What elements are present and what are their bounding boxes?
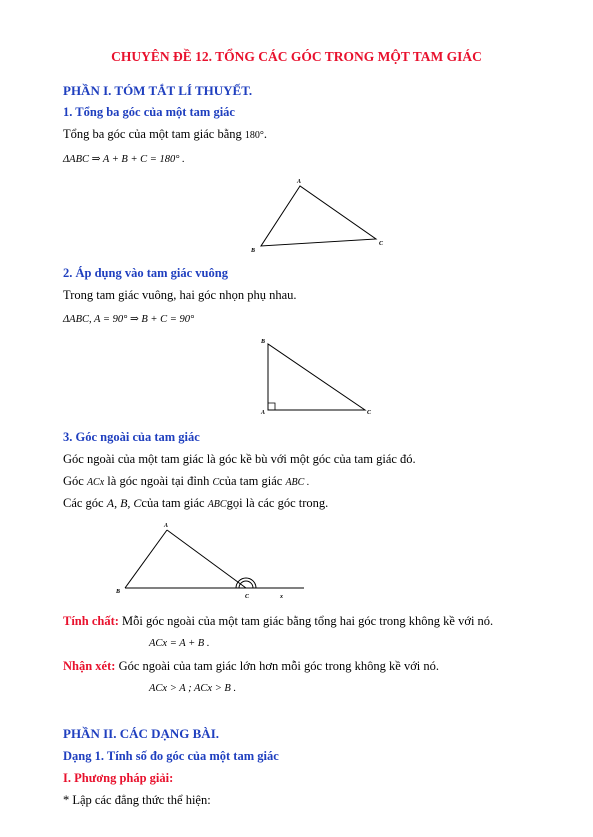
vertex-b-label-2: B [261,339,266,345]
section3-line2-m3: ABC . [285,477,310,488]
section1-text-end: . [263,127,268,141]
part1-heading: PHẦN I. TÓM TẮT LÍ THUYẾT. [63,83,253,98]
section3-line2-m2: C [212,477,220,488]
section3-heading: 3. Góc ngoài của tam giác [63,430,200,444]
section3-line2-m1: ACx [86,477,105,488]
part2-type1-heading: Dạng 1. Tính số đo góc của một tam giác [63,749,279,763]
segment-ab [125,530,167,588]
ray-x-label: x [280,594,283,600]
section2-text: Trong tam giác vuông, hai góc nhọn phụ nhau. [63,288,297,302]
vertex-b-label-1: B [251,248,256,254]
remark-label: Nhận xét: [63,659,116,673]
property-text: Mỗi góc ngoài của một tam giác bằng tổng hai góc trong không kề với nó. [122,614,494,628]
section2-heading: 2. Áp dụng vào tam giác vuông [63,266,228,280]
page-title: CHUYÊN ĐỀ 12. TỔNG CÁC GÓC TRONG MỘT TAM GIÁC [111,49,482,64]
property-label: Tính chất: [63,614,119,628]
method-heading: I. Phương pháp giải: [63,771,174,785]
segment-ac [167,530,246,588]
section1-formula: ΔABC ⇒ A + B + C = 180° . [63,154,185,165]
vertex-c-label-3: C [245,594,250,600]
property-line [63,614,493,629]
remark-line [63,659,439,674]
section1-text-body: Tổng ba góc của một tam giác bằng [63,127,242,141]
section3-line2-c: của tam giác [219,474,283,488]
section3-line3-c: gọi là các góc trong. [226,496,329,510]
remark-formula: ACx > A ; ACx > B . [149,683,237,694]
section3-line2-a: Góc [63,474,84,488]
remark-text: Góc ngoài của tam giác lớn hơn mỗi góc trong không kề với nó. [118,659,440,673]
section1-text-value: 180° [244,130,264,141]
section3-line3-a: Các góc [63,496,104,510]
section3-line3-m2: ABC [207,499,227,510]
section3-line2-b: là góc ngoài tại đỉnh [107,474,210,488]
section3-line3-b: của tam giác [141,496,205,510]
property-formula: ACx = A + B . [149,638,210,649]
vertex-c-label-2: C [367,410,372,416]
section3-line1: Góc ngoài của một tam giác là góc kề bù với một góc của tam giác đó. [63,452,416,466]
section2-formula: ΔABC, A = 90° ⇒ B + C = 90° [63,314,195,325]
section1-heading: 1. Tổng ba góc của một tam giác [63,105,235,119]
vertex-b-label-3: B [116,589,121,595]
part2-heading: PHẦN II. CÁC DẠNG BÀI. [63,726,220,741]
vertex-a-label-2: A [261,410,266,416]
vertex-c-label-1: C [379,241,384,247]
section3-line3-m1: A, B, C [106,496,142,510]
vertex-a-label-3: A [164,523,169,529]
method-bullet: * Lập các đẳng thức thể hiện: [63,793,211,807]
vertex-a-label-1: A [297,179,302,185]
